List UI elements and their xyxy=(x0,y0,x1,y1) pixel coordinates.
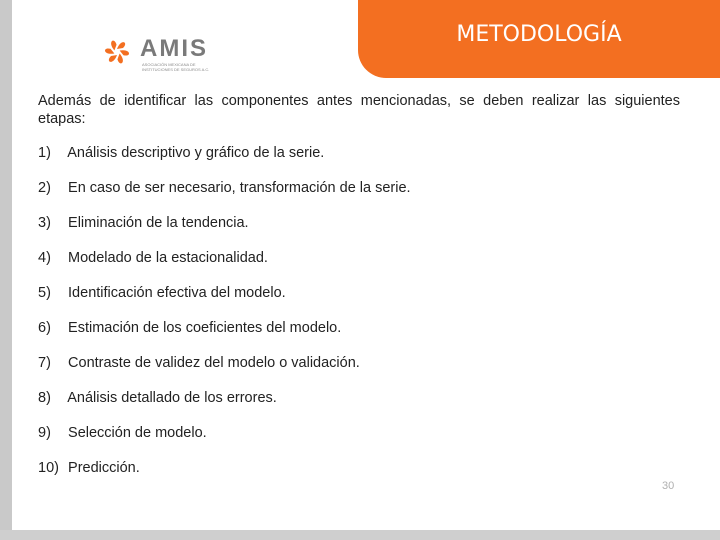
amis-logo xyxy=(100,35,220,75)
step-text: En caso de ser necesario, transformación de la serie. xyxy=(68,180,411,196)
step-text: Selección de modelo. xyxy=(68,425,207,441)
step-text: Análisis detallado de los errores. xyxy=(67,390,277,406)
step-number: 5) xyxy=(38,285,51,301)
logo-name: AMIS xyxy=(140,35,208,62)
step-text: Análisis descriptivo y gráfico de la serie. xyxy=(67,145,325,161)
step-number: 6) xyxy=(38,320,51,336)
step-text: Identificación efectiva del modelo. xyxy=(68,285,286,301)
step-number: 1) xyxy=(38,145,51,161)
step-text: Estimación de los coeficientes del modelo. xyxy=(68,320,342,336)
step-item xyxy=(38,459,680,477)
step-item xyxy=(38,214,680,232)
bottom-decor-bar xyxy=(0,530,720,540)
amis-flower-icon xyxy=(100,35,134,69)
step-number: 4) xyxy=(38,250,51,266)
step-item xyxy=(38,389,680,407)
step-item xyxy=(38,424,680,442)
slide-title: METODOLOGÍA xyxy=(456,22,622,47)
intro-paragraph: Además de identificar las componentes antes mencionadas, se deben realizar las siguientes etapas: xyxy=(38,93,680,127)
step-item xyxy=(38,249,680,267)
step-item xyxy=(38,319,680,337)
step-item xyxy=(38,284,680,302)
step-text: Contraste de validez del modelo o validación. xyxy=(68,355,360,371)
step-text: Modelado de la estacionalidad. xyxy=(68,250,268,266)
step-number: 2) xyxy=(38,180,51,196)
step-number: 3) xyxy=(38,215,51,231)
page-number: 30 xyxy=(662,480,675,492)
step-item xyxy=(38,179,680,197)
step-number: 8) xyxy=(38,390,51,406)
step-item xyxy=(38,354,680,372)
slide-content xyxy=(38,92,680,494)
logo-subtitle: ASOCIACIÓN MEXICANA DE INSTITUCIONES DE SEGUROS A.C. xyxy=(142,62,210,72)
step-number: 10) xyxy=(38,460,59,476)
step-number: 9) xyxy=(38,425,51,441)
title-banner xyxy=(358,0,720,78)
left-decor-bar xyxy=(0,0,12,540)
step-item xyxy=(38,144,680,162)
step-text: Predicción. xyxy=(68,460,140,476)
step-number: 7) xyxy=(38,355,51,371)
step-text: Eliminación de la tendencia. xyxy=(68,215,249,231)
